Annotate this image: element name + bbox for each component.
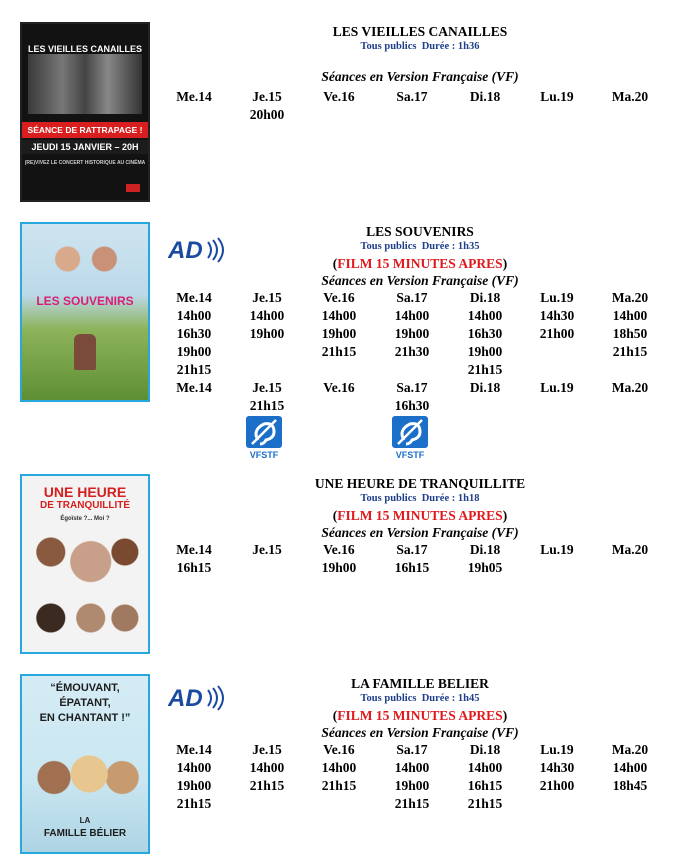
showtimes-grid — [160, 542, 680, 578]
poster-faces — [32, 746, 142, 816]
poster-title: FAMILLE BÉLIER — [43, 828, 127, 839]
showtime-row — [160, 344, 680, 362]
showtime-row — [160, 308, 680, 326]
delay-notice: (FILM 15 MINUTES APRES) — [332, 256, 508, 271]
day-header: Je.15 — [252, 290, 282, 305]
day-header: Di.18 — [469, 742, 501, 757]
showtime: 21h15 — [176, 362, 212, 377]
days-row — [160, 742, 680, 760]
showtime: 19h00 — [321, 560, 357, 575]
day-header: Je.15 — [252, 89, 282, 104]
showtime: 21h15 — [321, 778, 357, 793]
vfstf-label: VFSTF — [249, 450, 279, 460]
poster-tagline: Égoïste ?... Moi ? — [60, 516, 110, 522]
day-header: Ma.20 — [611, 380, 649, 395]
film-info — [160, 693, 680, 704]
day-header: Lu.19 — [540, 542, 574, 557]
day-header: Je.15 — [252, 742, 282, 757]
duration-label: Durée : 1h45 — [421, 693, 480, 704]
showtime-row — [160, 560, 680, 578]
showtime-row — [160, 796, 680, 814]
showtimes-grid — [160, 742, 680, 814]
showtime-row — [160, 760, 680, 778]
film-title: LES VIEILLES CANAILLES — [332, 24, 508, 39]
showtimes-grid — [160, 89, 680, 125]
showtime: 14h00 — [249, 760, 285, 775]
poster-faces — [28, 54, 142, 114]
poster-banner: SÉANCE DE RATTRAPAGE ! — [22, 122, 148, 138]
showtime: 18h50 — [612, 326, 648, 341]
poster-une-heure-de-tranquillite — [20, 474, 150, 654]
showtime: 14h00 — [176, 308, 212, 323]
day-header: Sa.17 — [396, 89, 428, 104]
poster-title: DE TRANQUILLITÉ — [40, 500, 130, 511]
version-label: Séances en Version Française (VF) — [321, 273, 519, 288]
poster-title: LES SOUVENIRS — [36, 294, 134, 308]
day-header: Lu.19 — [540, 380, 574, 395]
showtime: 21h15 — [176, 796, 212, 811]
showtime: 21h15 — [249, 398, 285, 413]
vfstf-icon — [244, 416, 284, 460]
day-header: Lu.19 — [540, 89, 574, 104]
day-header: Ve.16 — [323, 89, 355, 104]
day-header: Sa.17 — [396, 290, 428, 305]
showtime: 19h05 — [467, 560, 503, 575]
delay-notice: (FILM 15 MINUTES APRES) — [332, 708, 508, 723]
showtime: 14h00 — [321, 760, 357, 775]
showtime: 14h00 — [467, 308, 503, 323]
showtime: 14h00 — [249, 308, 285, 323]
day-header: Sa.17 — [396, 542, 428, 557]
showtime: 21h00 — [539, 778, 575, 793]
duration-label: Durée : 1h35 — [421, 241, 480, 252]
showtime: 20h00 — [249, 107, 285, 122]
showtime: 19h00 — [321, 326, 357, 341]
day-header: Me.14 — [176, 290, 212, 305]
showtime: 14h00 — [176, 760, 212, 775]
showtime: 19h00 — [467, 344, 503, 359]
film-title: LA FAMILLE BELIER — [351, 676, 489, 691]
showtime: 16h15 — [394, 560, 430, 575]
showtime: 21h30 — [394, 344, 430, 359]
day-header: Me.14 — [176, 89, 212, 104]
version-label: Séances en Version Française (VF) — [321, 725, 519, 740]
poster-date: JEUDI 15 JANVIER – 20H — [22, 140, 148, 154]
showtime-row — [160, 107, 680, 125]
showtime: 14h30 — [539, 308, 575, 323]
showtime: 16h30 — [467, 326, 503, 341]
film-title: LES SOUVENIRS — [366, 224, 474, 239]
day-header: Ma.20 — [611, 742, 649, 757]
days-row — [160, 542, 680, 560]
showtime: 21h15 — [249, 778, 285, 793]
day-header: Di.18 — [469, 89, 501, 104]
days-row — [160, 290, 680, 308]
day-header: Di.18 — [469, 380, 501, 395]
showtime: 14h00 — [612, 760, 648, 775]
poster-quote: EN CHANTANT !” — [39, 712, 131, 724]
day-header: Me.14 — [176, 742, 212, 757]
poster-quote: ÉPATANT, — [59, 697, 111, 709]
day-header: Ma.20 — [611, 89, 649, 104]
showtime-row — [160, 778, 680, 796]
showtime: 21h00 — [539, 326, 575, 341]
day-header: Ve.16 — [323, 290, 355, 305]
day-header: Ma.20 — [611, 290, 649, 305]
showtime: 14h00 — [612, 308, 648, 323]
film-section-une-heure-de-tranquillite — [160, 474, 680, 584]
showtime: 14h00 — [321, 308, 357, 323]
poster-logo — [126, 184, 140, 192]
poster-title: UNE HEURE — [43, 484, 127, 500]
showtime: 16h15 — [176, 560, 212, 575]
poster-title: LES VIEILLES CANAILLES — [27, 44, 142, 54]
showtime: 21h15 — [467, 362, 503, 377]
day-header: Lu.19 — [540, 290, 574, 305]
showtime: 14h00 — [467, 760, 503, 775]
day-header: Ve.16 — [323, 380, 355, 395]
vfstf-icon — [390, 416, 430, 460]
poster-figures — [74, 334, 96, 370]
showtime: 21h15 — [394, 796, 430, 811]
day-header: Ve.16 — [323, 542, 355, 557]
showtime: 16h15 — [467, 778, 503, 793]
audience-label: Tous publics — [360, 493, 417, 504]
day-header: Sa.17 — [396, 380, 428, 395]
day-header: Di.18 — [469, 542, 501, 557]
film-section-la-famille-belier — [160, 674, 680, 824]
showtime: 16h30 — [176, 326, 212, 341]
ad-badge-text: AD — [168, 237, 203, 264]
showtime: 19h00 — [176, 344, 212, 359]
poster-faces — [28, 528, 142, 648]
showtimes-grid — [160, 290, 680, 416]
showtime: 19h00 — [249, 326, 285, 341]
showtime: 19h00 — [394, 778, 430, 793]
audience-label: Tous publics — [360, 693, 417, 704]
day-header: Ma.20 — [611, 542, 649, 557]
showtime-row-vfstf — [160, 398, 680, 416]
film-info — [160, 41, 680, 52]
showtime: 21h15 — [467, 796, 503, 811]
day-header: Ve.16 — [323, 742, 355, 757]
poster-tagline: (RE)VIVEZ LE CONCERT HISTORIQUE AU CINÉMA — [24, 160, 146, 166]
film-title: UNE HEURE DE TRANQUILLITE — [314, 476, 526, 491]
showtime: 14h30 — [539, 760, 575, 775]
ad-badge-text: AD — [168, 685, 203, 712]
day-header: Lu.19 — [540, 742, 574, 757]
version-label: Séances en Version Française (VF) — [321, 525, 519, 540]
day-header: Me.14 — [176, 542, 212, 557]
showtime: 19h00 — [394, 326, 430, 341]
showtime: 21h15 — [321, 344, 357, 359]
days-row-vfstf — [160, 380, 680, 398]
showtime: 19h00 — [176, 778, 212, 793]
film-section-les-vieilles-canailles — [160, 22, 680, 132]
showtime: 14h00 — [394, 308, 430, 323]
poster-quote: “ÉMOUVANT, — [50, 682, 120, 694]
vfstf-label: VFSTF — [395, 450, 425, 460]
poster-les-vieilles-canailles — [20, 22, 150, 202]
audience-label: Tous publics — [360, 41, 417, 52]
showtime: 14h00 — [394, 760, 430, 775]
poster-les-souvenirs — [20, 222, 150, 402]
showtime-row — [160, 326, 680, 344]
poster-la-famille-belier — [20, 674, 150, 854]
poster-faces — [40, 236, 132, 282]
showtime-row — [160, 362, 680, 380]
version-label: Séances en Version Française (VF) — [321, 69, 519, 84]
audience-label: Tous publics — [360, 241, 417, 252]
day-header: Je.15 — [252, 380, 282, 395]
duration-label: Durée : 1h18 — [421, 493, 480, 504]
film-section-les-souvenirs — [160, 222, 680, 462]
film-info — [160, 241, 680, 252]
poster-title: LA — [79, 816, 91, 825]
delay-notice: (FILM 15 MINUTES APRES) — [332, 508, 508, 523]
day-header: Di.18 — [469, 290, 501, 305]
day-header: Je.15 — [252, 542, 282, 557]
film-info — [160, 493, 680, 504]
showtime: 21h15 — [612, 344, 648, 359]
showtime: 16h30 — [394, 398, 430, 413]
days-row — [160, 89, 680, 107]
duration-label: Durée : 1h36 — [421, 41, 480, 52]
day-header: Sa.17 — [396, 742, 428, 757]
day-header: Me.14 — [176, 380, 212, 395]
showtime: 18h45 — [612, 778, 648, 793]
